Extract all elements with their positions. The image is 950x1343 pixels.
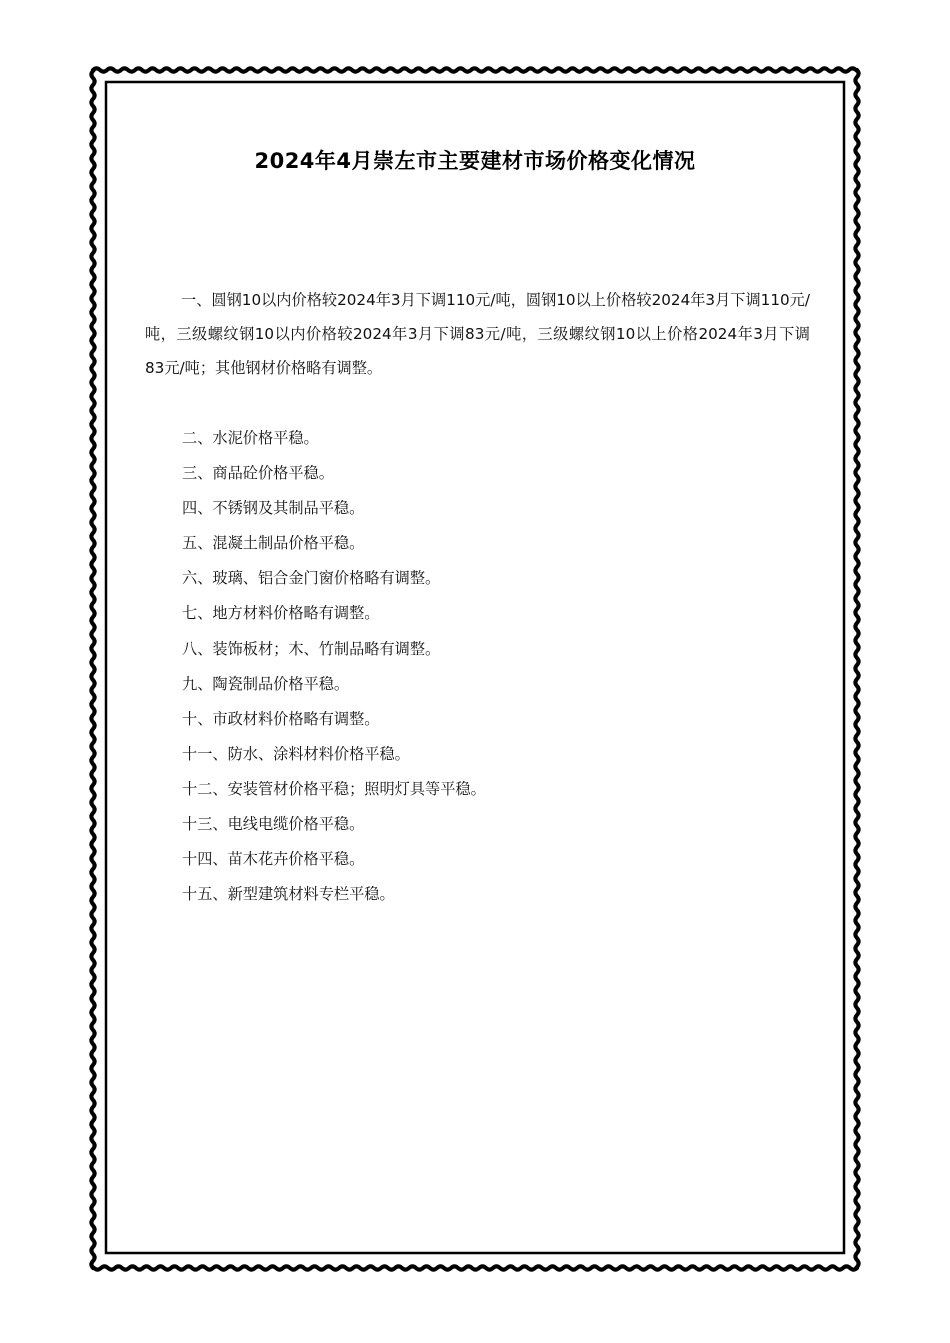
list-item: 二、水泥价格平稳。	[182, 429, 319, 447]
list-item: 八、装饰板材；木、竹制品略有调整。	[182, 639, 441, 658]
list-item: 十、市政材料价格略有调整。	[182, 709, 380, 728]
list-item: 十四、苗木花卉价格平稳。	[182, 850, 365, 869]
list-item: 九、陶瓷制品价格平稳。	[182, 674, 350, 693]
list-item: 四、不锈钢及其制品平稳。	[182, 499, 365, 518]
paragraph-steel-prices: 一、圆钢10以内价格较2024年3月下调110元/吨，圆钢10以上价格较2024年3月下调110元/吨，三级螺纹钢10以内价格较2024年3月下调83元/吨，三级螺纹钢10以上价格2024年3月下调83元/吨；其他钢材价格略有调整。	[145, 291, 810, 377]
list-item: 十五、新型建筑材料专栏平稳。	[182, 885, 395, 904]
price-change-list	[182, 421, 486, 912]
list-item: 十三、电线电缆价格平稳。	[182, 815, 365, 834]
list-item: 三、商品砼价格平稳。	[182, 464, 334, 483]
list-item: 十二、安装管材价格平稳；照明灯具等平稳。	[182, 779, 486, 798]
list-item: 十一、防水、涂料材料价格平稳。	[182, 744, 410, 763]
page-title: 2024年4月崇左市主要建材市场价格变化情况	[254, 149, 696, 173]
list-item: 七、地方材料价格略有调整。	[182, 604, 380, 623]
list-item: 五、混凝土制品价格平稳。	[182, 534, 365, 553]
list-item: 六、玻璃、铝合金门窗价格略有调整。	[182, 569, 441, 588]
